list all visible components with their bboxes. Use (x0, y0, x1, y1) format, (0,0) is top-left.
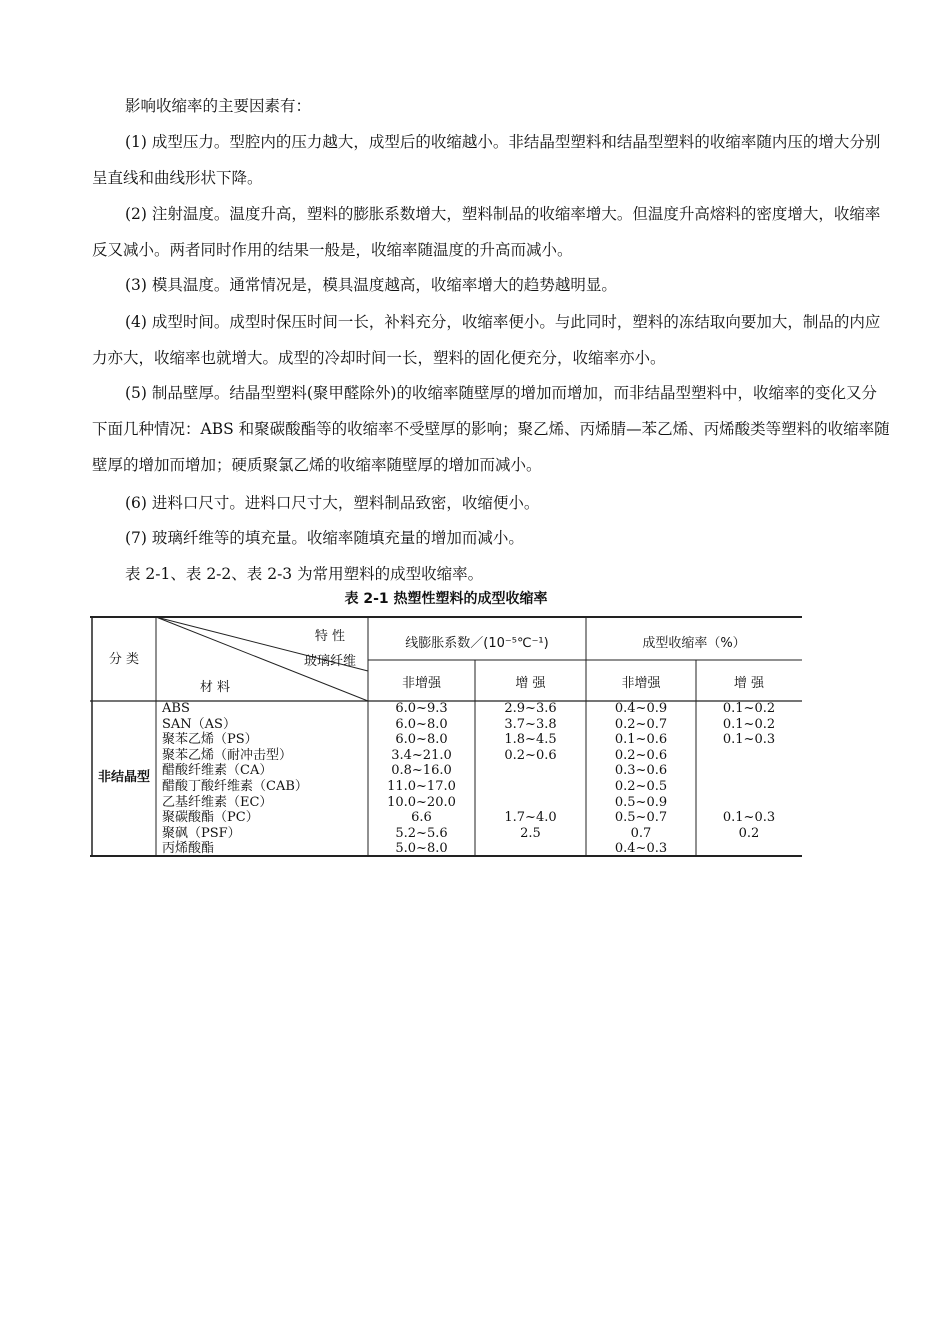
value-cell: 0.2~0.6 (614, 747, 668, 763)
text-line: 表 2-1、表 2-2、表 2-3 为常用塑料的成型收缩率。 (125, 565, 484, 583)
value-cell: 6.0~8.0 (395, 716, 448, 732)
value-cell: 0.4~0.3 (614, 841, 668, 857)
value-cell: 0.8~16.0 (391, 763, 452, 779)
material-cell: 醋酸丁酸纤维素（CAB） (162, 778, 308, 794)
value-cell: 2.9~3.6 (504, 701, 557, 716)
text-line: (7) 玻璃纤维等的填充量。收缩率随填充量的增加而减小。 (125, 529, 524, 547)
header-sub-nonreinforced-2: 非增强 (621, 676, 661, 691)
text-line: (3) 模具温度。通常情况是，模具温度越高，收缩率增大的趋势越明显。 (125, 276, 617, 294)
table-row (90, 841, 802, 857)
paragraph-8 (92, 556, 892, 592)
material-cell: 丙烯酸酯 (162, 841, 215, 857)
paragraph-5 (92, 375, 892, 483)
value-cell: 0.1~0.2 (722, 701, 776, 716)
text-line: (2) 注射温度。温度升高，塑料的膨胀系数增大，塑料制品的收缩率增大。但温度升高熔料的密度增大，收缩率反又减小。两者同时作用的结果一般是，收缩率随温度的升高而减小。 (92, 205, 881, 259)
material-cell: ABS (162, 701, 190, 716)
value-cell: 0.1~0.6 (614, 732, 668, 748)
value-cell: 6.0~8.0 (395, 732, 448, 748)
header-diag-material: 材 料 (199, 680, 231, 695)
table-body (90, 701, 802, 857)
paragraph-2 (92, 196, 892, 268)
material-cell: 聚苯乙烯（耐冲击型） (162, 747, 293, 763)
value-cell: 1.7~4.0 (504, 810, 557, 826)
value-cell: 6.6 (411, 810, 432, 826)
text-line: (4) 成型时间。成型时保压时间一长，补料充分，收缩率便小。与此同时，塑料的冻结取向要加大，制品的内应力亦大，收缩率也就增大。成型的冷却时间一长，塑料的固化便充分，收缩率亦小。 (92, 313, 881, 367)
text-line: 影响收缩率的主要因素有： (125, 97, 312, 115)
value-cell: 6.0~9.3 (395, 701, 448, 716)
header-sub-nonreinforced-1: 非增强 (401, 676, 441, 691)
value-cell: 0.1~0.3 (722, 732, 776, 748)
text-line: (6) 进料口尺寸。进料口尺寸大，塑料制品致密，收缩便小。 (125, 494, 540, 512)
value-cell: 0.4~0.9 (614, 701, 668, 716)
value-cell: 1.8~4.5 (504, 732, 557, 748)
table-row (90, 763, 802, 779)
value-cell: 0.2~0.6 (504, 747, 557, 763)
value-cell: 3.7~3.8 (504, 716, 557, 732)
header-shrinkage: 成型收缩率（%） (642, 636, 746, 651)
paragraph-1 (92, 124, 892, 196)
table-row (90, 795, 802, 811)
paragraph-3 (92, 267, 892, 303)
paragraph-7 (92, 520, 892, 556)
table-title: 表 2-1 热塑性塑料的成型收缩率 (344, 591, 548, 607)
table-row (90, 810, 802, 826)
material-cell: SAN（AS） (162, 716, 236, 732)
header-category: 分 类 (108, 652, 140, 667)
table-row (90, 701, 802, 717)
value-cell: 0.7 (630, 825, 652, 841)
value-cell: 0.5~0.9 (614, 794, 668, 810)
header-sub-reinforced-1: 增 强 (515, 676, 546, 691)
material-cell: 聚碳酸酯（PC） (162, 810, 259, 826)
value-cell: 3.4~21.0 (391, 747, 452, 763)
table-row (90, 748, 802, 764)
value-cell: 0.1~0.3 (722, 810, 776, 826)
paragraph-intro (92, 88, 892, 124)
table-row (90, 779, 802, 795)
value-cell: 0.2~0.7 (614, 716, 668, 732)
value-cell: 0.1~0.2 (722, 716, 776, 732)
text-line: (1) 成型压力。型腔内的压力越大，成型后的收缩越小。非结晶型塑料和结晶型塑料的收缩率随内压的增大分别呈直线和曲线形状下降。 (92, 133, 881, 187)
table-row (90, 826, 802, 842)
material-cell: 乙基纤维素（EC） (162, 794, 273, 810)
value-cell: 0.2 (738, 825, 760, 841)
category-amorphous: 非结晶型 (97, 770, 150, 785)
value-cell: 0.5~0.7 (614, 810, 668, 826)
value-cell: 2.5 (520, 825, 541, 841)
text-line: (5) 制品壁厚。结晶型塑料(聚甲醛除外)的收缩率随壁厚的增加而增加，而非结晶型塑料中，收缩率的变化又分下面几种情况：ABS 和聚碳酸酯等的收缩率不受壁厚的影响；聚乙烯、丙烯腈—苯乙烯、丙烯酸类等塑料的收缩率随壁厚的增加而增加；硬质聚氯乙烯的收缩率随壁厚的增加而减小。 (92, 384, 890, 474)
table-row (90, 732, 802, 748)
value-cell: 10.0~20.0 (387, 794, 456, 810)
value-cell: 0.3~0.6 (614, 763, 668, 779)
value-cell: 11.0~17.0 (387, 778, 456, 794)
table-row (90, 717, 802, 733)
material-cell: 聚砜（PSF） (162, 825, 241, 841)
paragraph-6 (92, 485, 892, 521)
value-cell: 5.0~8.0 (395, 841, 448, 857)
header-diag-glassfiber: 玻璃纤维 (303, 654, 356, 669)
header-diag-property: 特 性 (314, 629, 346, 644)
table-figure (90, 588, 802, 858)
value-cell: 0.2~0.5 (614, 778, 668, 794)
value-cell: 5.2~5.6 (395, 825, 448, 841)
paragraph-4 (92, 304, 892, 376)
material-cell: 醋酸纤维素（CA） (162, 763, 273, 779)
header-thermal-expansion: 线膨胀系数／(10⁻⁵℃⁻¹) (405, 636, 549, 651)
material-cell: 聚苯乙烯（PS） (162, 732, 258, 748)
header-sub-reinforced-2: 增 强 (733, 676, 765, 691)
